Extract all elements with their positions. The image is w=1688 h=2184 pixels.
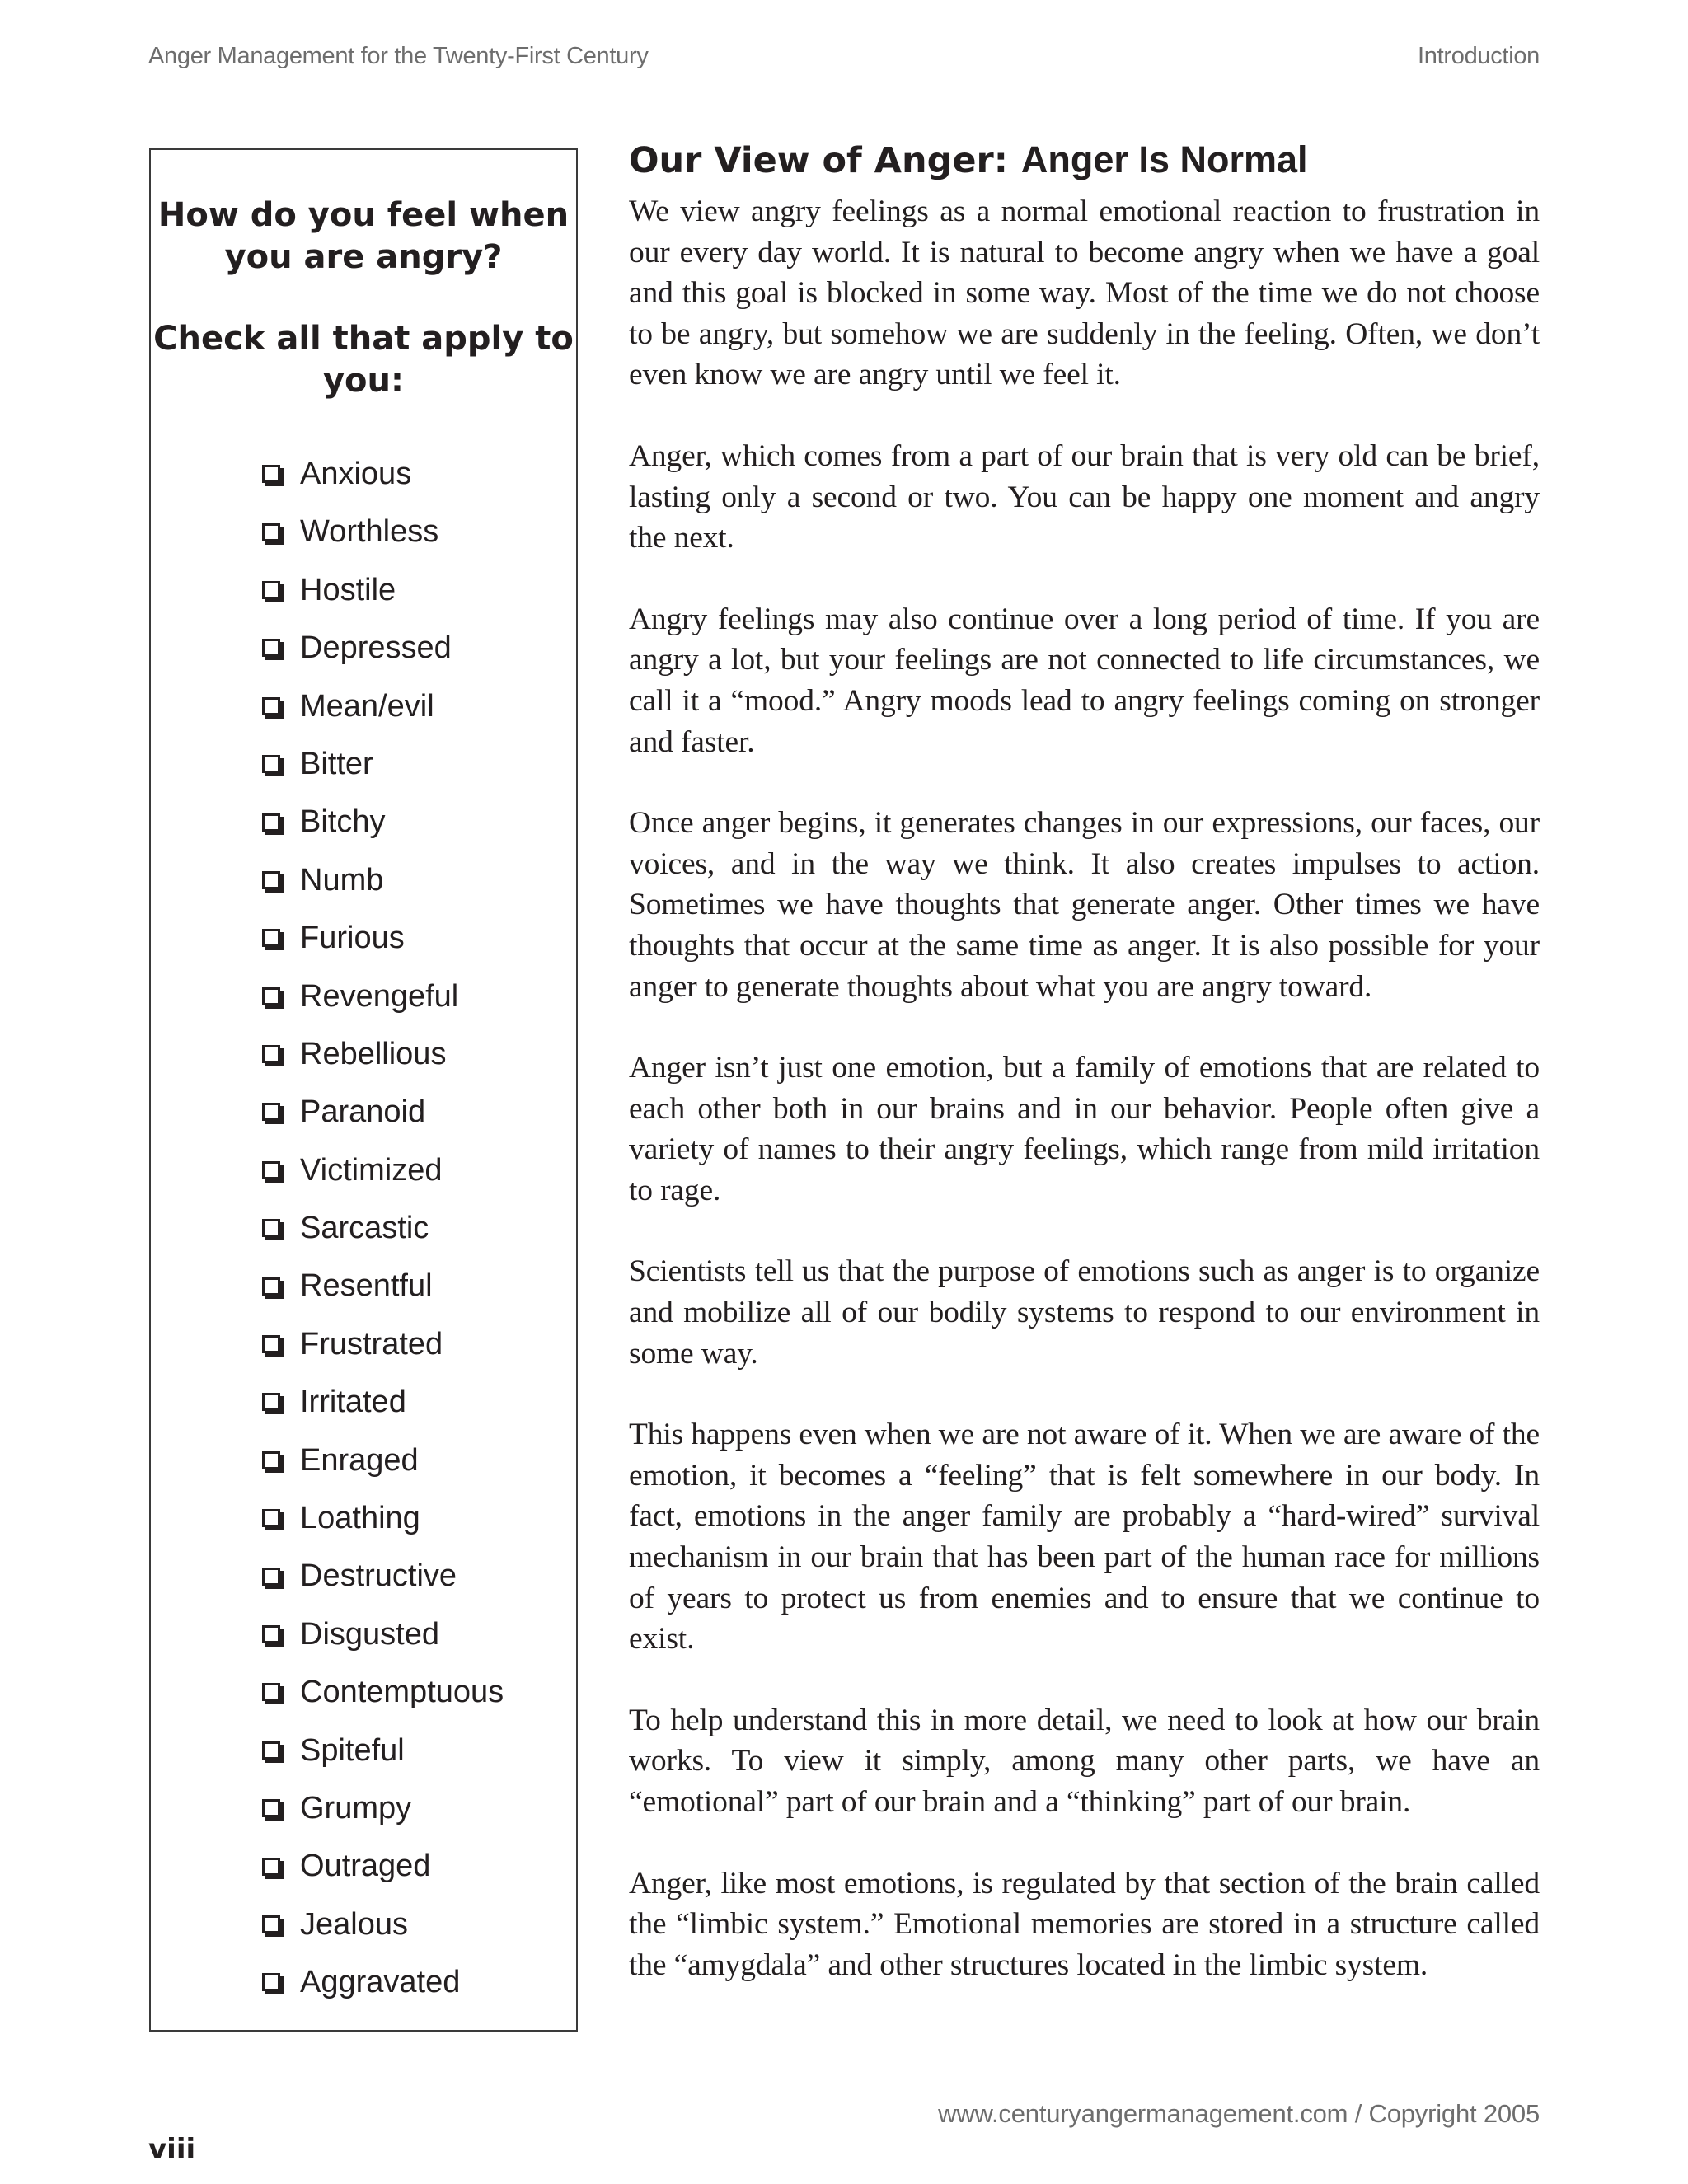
feeling-label: Depressed	[300, 630, 452, 666]
feeling-label: Irritated	[300, 1385, 406, 1420]
running-head-section: Introduction	[1418, 43, 1540, 69]
feeling-item[interactable]	[259, 445, 504, 503]
feeling-item[interactable]	[259, 677, 504, 735]
feeling-item[interactable]	[259, 1837, 504, 1895]
feeling-label: Frustrated	[300, 1326, 443, 1361]
feeling-label: Contemptuous	[300, 1675, 504, 1710]
feeling-label: Rebellious	[300, 1036, 447, 1071]
feeling-label: Anxious	[300, 457, 412, 491]
checkbox-icon[interactable]	[262, 871, 280, 889]
feeling-item[interactable]	[259, 793, 504, 851]
checkbox-icon[interactable]	[262, 523, 280, 541]
checkbox-icon[interactable]	[262, 1568, 280, 1586]
checkbox-icon[interactable]	[262, 1915, 280, 1933]
feeling-item[interactable]	[259, 909, 504, 967]
feeling-label: Loathing	[300, 1501, 420, 1536]
feeling-label: Numb	[300, 862, 384, 898]
footer-credit: www.centuryangermanagement.com / Copyright 2005	[938, 2099, 1540, 2128]
feeling-label: Disgusted	[300, 1616, 439, 1652]
checkbox-icon[interactable]	[262, 465, 280, 483]
feeling-item[interactable]	[259, 1199, 504, 1257]
body-paragraph: This happens even when we are not aware of it. When we are aware of the emotion, it becomes a “feeling” that is felt somewhere in our body. In fact, emotions in the anger family are probably a “hard-wired” survival mechanism in our brain that has been part of the human race for millions of years to protect us from enemies and to ensure that we continue to exist.	[629, 1418, 1540, 1657]
feeling-item[interactable]	[259, 1083, 504, 1141]
checkbox-icon[interactable]	[262, 755, 280, 773]
checkbox-icon[interactable]	[262, 1741, 280, 1760]
feeling-item[interactable]	[259, 1489, 504, 1547]
body-paragraph: Anger, like most emotions, is regulated by that section of the brain called the “limbic system.” Emotional memories are stored in a structure called the “amygdala” and other structures located in the limbic system.	[629, 1866, 1540, 1982]
checkbox-icon[interactable]	[262, 1509, 280, 1527]
checkbox-icon[interactable]	[262, 1973, 280, 1991]
feeling-label: Bitchy	[300, 804, 386, 840]
checkbox-icon[interactable]	[262, 1045, 280, 1063]
feeling-label: Jealous	[300, 1906, 408, 1942]
feeling-item[interactable]	[259, 503, 504, 560]
checkbox-icon[interactable]	[262, 1799, 280, 1817]
feelings-list	[259, 445, 504, 2012]
feeling-item[interactable]	[259, 1257, 504, 1315]
feeling-label: Enraged	[300, 1442, 419, 1478]
checkbox-icon[interactable]	[262, 1335, 280, 1353]
feeling-item[interactable]	[259, 1315, 504, 1373]
feeling-item[interactable]	[259, 1141, 504, 1199]
feeling-item[interactable]	[259, 1547, 504, 1605]
feeling-label: Hostile	[300, 572, 396, 607]
feeling-item[interactable]	[259, 1432, 504, 1489]
feeling-item[interactable]	[259, 561, 504, 619]
feeling-label: Victimized	[300, 1152, 443, 1188]
feeling-item[interactable]	[259, 735, 504, 793]
checklist-instruction: Check all that apply to you:	[153, 320, 574, 400]
feeling-label: Bitter	[300, 746, 373, 781]
feelings-checklist-box	[149, 148, 578, 2032]
main-article	[629, 138, 1540, 2026]
feeling-item[interactable]	[259, 1663, 504, 1721]
page-number: viii	[148, 2133, 196, 2166]
checkbox-icon[interactable]	[262, 1625, 280, 1643]
article-body	[629, 191, 1540, 1985]
checkbox-icon[interactable]	[262, 639, 280, 657]
checkbox-icon[interactable]	[262, 1451, 280, 1469]
body-paragraph: Anger, which comes from a part of our brain that is very old can be brief, lasting only a second or two. You can be happy one moment and angry the next.	[629, 438, 1540, 555]
feeling-label: Outraged	[300, 1849, 431, 1884]
feeling-item[interactable]	[259, 968, 504, 1025]
feeling-label: Destructive	[300, 1558, 457, 1594]
feeling-item[interactable]	[259, 619, 504, 677]
body-paragraph: Once anger begins, it generates changes in our expressions, our faces, our voices, and in the way we think. It also creates impulses to action. Sometimes we have thoughts that generate anger. Other times we have thoughts that occur at the same time as anger. It is also possible for your anger to generate thoughts about what you are angry toward.	[629, 806, 1540, 1004]
feeling-item[interactable]	[259, 1373, 504, 1431]
checkbox-icon[interactable]	[262, 581, 280, 599]
feeling-item[interactable]	[259, 1896, 504, 1953]
checkbox-icon[interactable]	[262, 1393, 280, 1411]
checkbox-icon[interactable]	[262, 1683, 280, 1701]
checkbox-icon[interactable]	[262, 987, 280, 1005]
feeling-label: Mean/evil	[300, 688, 434, 724]
feeling-label: Grumpy	[300, 1790, 412, 1825]
feeling-label: Spiteful	[300, 1732, 405, 1768]
checkbox-icon[interactable]	[262, 929, 280, 947]
running-head-book-title: Anger Management for the Twenty-First Century	[148, 43, 649, 69]
feeling-item[interactable]	[259, 1025, 504, 1083]
feeling-item[interactable]	[259, 1779, 504, 1837]
checkbox-icon[interactable]	[262, 1219, 280, 1237]
feeling-item[interactable]	[259, 1605, 504, 1663]
feeling-label: Revengeful	[300, 978, 459, 1014]
feeling-label: Paranoid	[300, 1094, 426, 1130]
section-heading	[629, 138, 1540, 191]
checkbox-icon[interactable]	[262, 1277, 280, 1296]
body-paragraph: Scientists tell us that the purpose of emotions such as anger is to organize and mobilize all of our bodily systems to respond to our environment in some way.	[629, 1254, 1540, 1371]
body-paragraph: To help understand this in more detail, we need to look at how our brain works. To view it simply, among many other parts, we have an “emotional” part of our brain and a “thinking” part of our brain.	[629, 1703, 1540, 1819]
checkbox-icon[interactable]	[262, 1858, 280, 1876]
body-paragraph: Angry feelings may also continue over a long period of time. If you are angry a lot, but your feelings are not connected to life circumstances, we call it a “mood.” Angry moods lead to angry feelings coming on stronger and faster.	[629, 602, 1540, 759]
body-paragraph: We view angry feelings as a normal emotional reaction to frustration in our every day world. It is natural to become angry when we have a goal and this goal is blocked in some way. Most of the time we do not choose to be angry, but somehow we are suddenly in the feeling. Often, we don’t even know we are angry until we feel it.	[629, 194, 1540, 392]
checkbox-icon[interactable]	[262, 697, 280, 715]
feeling-item[interactable]	[259, 1953, 504, 2011]
feeling-label: Sarcastic	[300, 1211, 429, 1246]
feeling-label: Aggravated	[300, 1965, 461, 2000]
heading-light-part: Anger Is Normal	[1020, 138, 1308, 180]
feeling-label: Worthless	[300, 514, 439, 550]
feeling-item[interactable]	[259, 1722, 504, 1779]
feeling-label: Furious	[300, 921, 405, 956]
heading-bold-part: Our View of Anger:	[629, 140, 1008, 181]
checkbox-icon[interactable]	[262, 1103, 280, 1121]
body-paragraph: Anger isn’t just one emotion, but a family of emotions that are related to each other both in our brains and in our behavior. People often give a variety of names to their angry feelings, which range from mild irritation to rage.	[629, 1051, 1540, 1207]
checkbox-icon[interactable]	[262, 813, 280, 832]
feeling-label: Resentful	[300, 1268, 433, 1304]
checkbox-icon[interactable]	[262, 1161, 280, 1179]
feeling-item[interactable]	[259, 851, 504, 909]
checklist-question: How do you feel when you are angry?	[157, 196, 570, 276]
